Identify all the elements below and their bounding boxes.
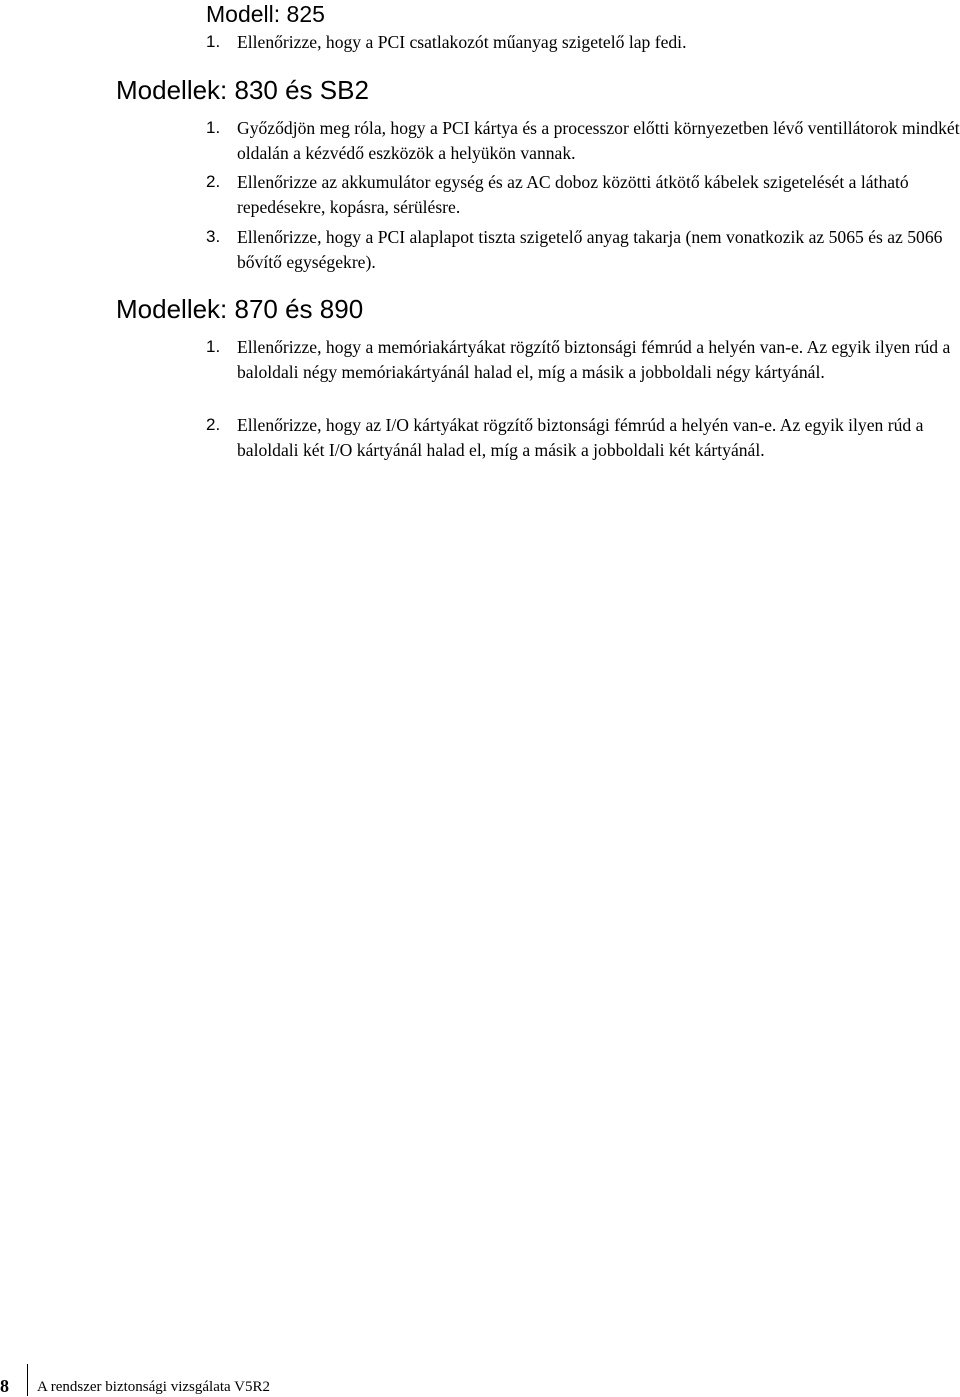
list-item-text: Ellenőrizze, hogy a memóriakártyákat rögzítő biztonsági fémrúd a helyén van-e. Az egyik ilyen rúd a baloldali négy memóriakártyánál halad el, míg a másik a jobboldali négy kártyánál. xyxy=(237,337,951,382)
list-item xyxy=(206,335,960,384)
list-item-text: Győződjön meg róla, hogy a PCI kártya és a processzor előtti környezetben lévő ventillátorok mindkét oldalán a kézvédő eszközök a helyükön vannak. xyxy=(237,118,960,163)
list-item xyxy=(206,30,960,55)
list-item-text: Ellenőrizze, hogy a PCI alaplapot tiszta szigetelő anyag takarja (nem vonatkozik az 5065 és az 5066 bővítő egységekre). xyxy=(237,227,943,272)
list-item xyxy=(206,170,960,219)
list-item-text: Ellenőrizze az akkumulátor egység és az AC doboz közötti átkötő kábelek szigetelését a látható repedésekre, kopásra, sérülésre. xyxy=(237,172,909,217)
page-number: 8 xyxy=(0,1376,9,1396)
list-item-text: Ellenőrizze, hogy az I/O kártyákat rögzítő biztonsági fémrúd a helyén van-e. Az egyik ilyen rúd a baloldali két I/O kártyánál halad el, míg a másik a jobboldali két kártyánál. xyxy=(237,415,924,460)
list-item xyxy=(206,225,960,274)
list-item-number: 1. xyxy=(206,337,221,356)
footer-document-title: A rendszer biztonsági vizsgálata V5R2 xyxy=(37,1379,270,1395)
list-item-number: 1. xyxy=(206,118,221,137)
list-item-number: 3. xyxy=(206,227,221,246)
list-item xyxy=(206,413,960,462)
list-item-number: 2. xyxy=(206,172,221,191)
section-heading-modell-825: Modell: 825 xyxy=(206,1,325,27)
list-item-number: 2. xyxy=(206,415,221,434)
section-heading-modellek-830-sb2: Modellek: 830 és SB2 xyxy=(116,75,369,105)
list-item-number: 1. xyxy=(206,32,221,51)
list-item xyxy=(206,116,960,165)
page-footer xyxy=(0,1376,300,1396)
section-heading-modellek-870-890: Modellek: 870 és 890 xyxy=(116,294,364,324)
list-item-text: Ellenőrizze, hogy a PCI csatlakozót műanyag szigetelő lap fedi. xyxy=(237,32,687,52)
